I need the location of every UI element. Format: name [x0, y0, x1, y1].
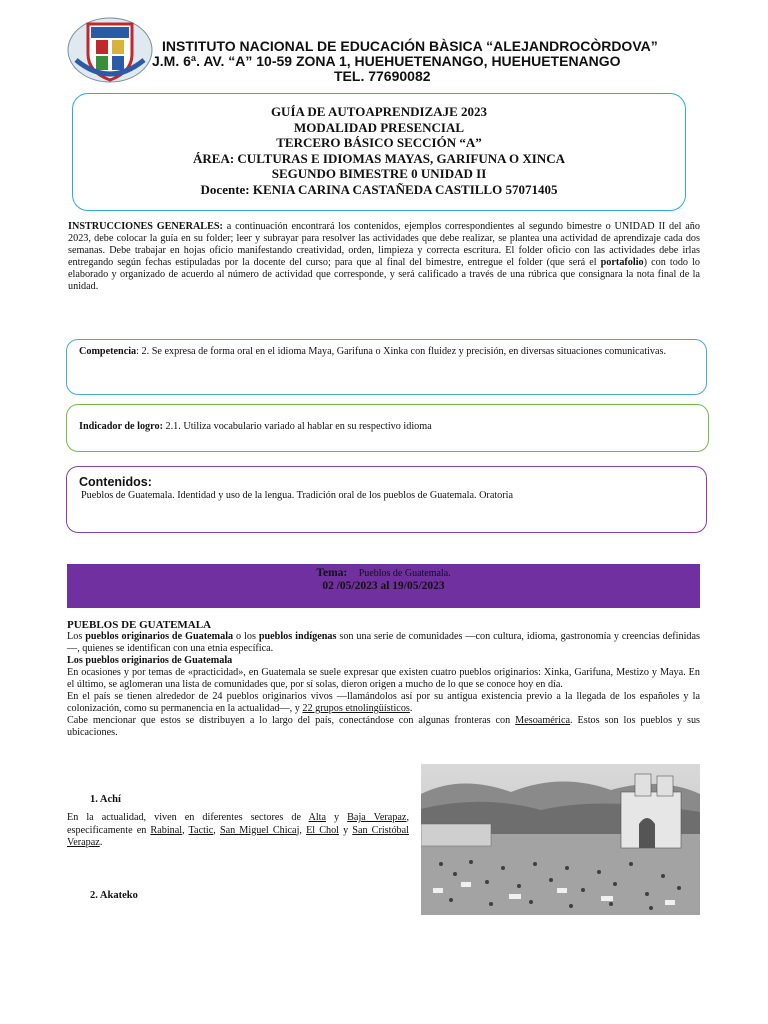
link-el-chol[interactable]: El Chol: [306, 824, 340, 836]
indicador-label: Indicador de logro:: [79, 421, 163, 432]
article-paragraph-2: En ocasiones y por temas de «practicidad», en Guatemala se suele expresar que existen cuatro pueblos originarios: Xinka, Garifuna, Mestizo y Maya. En el último, se aglomeran una lista de comunidades que, por sí solas, dieron origen a mucho de lo que se conoce hoy en día.: [67, 667, 700, 690]
contenidos-text: Pueblos de Guatemala. Identidad y uso de la lengua. Tradición oral de los pueblos de Guatemala. Oratoria: [81, 490, 514, 501]
guide-line-3: TERCERO BÁSICO SECCIÓN “A”: [276, 135, 482, 150]
instructions-label: INSTRUCCIONES GENERALES:: [68, 221, 223, 232]
tema-value: Pueblos de Guatemala.: [358, 568, 451, 579]
general-instructions: [68, 221, 700, 293]
article-paragraph-1: Los pueblos originarios de Guatemala o los pueblos indígenas son una serie de comunidades —con cultura, idioma, gastronomía y creencias definidas—, quienes se identifican con una etnia específica.: [67, 631, 700, 654]
link-grupos-etnolinguisticos[interactable]: 22 grupos etnolingüísticos: [302, 703, 410, 714]
guide-line-2: MODALIDAD PRESENCIAL: [293, 119, 465, 135]
competencia-label: Competencia: [79, 346, 137, 357]
town-plaza-photo: [421, 764, 700, 915]
article-subheading: Los pueblos originarios de Guatemala: [67, 655, 233, 666]
guide-title-box: [72, 93, 686, 211]
competencia-box: [66, 339, 707, 395]
guide-line-5: SEGUNDO BIMESTRE 0 UNIDAD II: [271, 166, 487, 181]
section-achi-heading: 1. Achí: [90, 794, 121, 805]
link-san-miguel-chicaj[interactable]: San Miguel Chicaj: [219, 824, 300, 836]
indicador-box: [66, 404, 709, 452]
article-heading: PUEBLOS DE GUATEMALA: [67, 619, 212, 631]
instructions-text-1: a continuación encontrará los contenidos, ejemplos correspondientes al segundo bimestre o UNIDAD II del año 2023, debe colocar la guía en su folder; leer y subrayar para resolver las actividades que debe realizar, se plantea una actividad de aprendizaje cada dos semanas. Debe trabajar en hojas oficio manifestando creatividad, orden, limpieza y correcta escritura. El folder oficio con las actividades debe irlas entregando según fechas estipuladas por la docente del curso; para que al final del bimestre, entregue el folder (que será el: [68, 221, 700, 268]
article-paragraph-4: Cabe mencionar que estos se distribuyen a lo largo del país, conectándose con algunas fronteras con Mesoamérica. Estos son los pueblos y sus ubicaciones.: [67, 715, 700, 738]
guide-line-6: Docente: KENIA CARINA CASTAÑEDA CASTILLO 57071405: [200, 181, 558, 197]
link-baja-verapaz[interactable]: Baja Verapaz: [347, 812, 407, 823]
link-san-cristobal-verapaz[interactable]: San Cristóbal Verapaz: [67, 824, 410, 848]
instructions-portafolio: portafolio: [600, 257, 644, 268]
section-achi-text: En la actualidad, viven en diferentes sectores de Alta y Baja Verapaz, especificamente en Rabinal, Tactic, San Miguel Chicaj, El Chol y San Cristóbal Verapaz.: [67, 812, 410, 848]
tema-banner: [67, 564, 700, 608]
contenidos-box: [66, 466, 707, 533]
indicador-text: 2.1. Utiliza vocabulario variado al hablar en su respectivo idioma: [162, 421, 432, 432]
institution-phone: TEL. 77690082: [334, 68, 431, 84]
school-crest-logo: [66, 14, 154, 84]
tema-label: Tema:: [316, 567, 348, 579]
article-body: [67, 619, 700, 739]
link-alta[interactable]: Alta: [308, 812, 327, 823]
link-mesoamerica[interactable]: Mesoamérica: [515, 715, 571, 726]
institution-name: INSTITUTO NACIONAL DE EDUCACIÓN BÀSICA “ALEJANDROCÒRDOVA”: [162, 38, 658, 54]
guide-line-1: GUÍA DE AUTOAPRENDIZAJE 2023: [270, 104, 488, 119]
instructions-text-2: ) con todo lo elaborado y organizado de acuerdo al número de actividad que corresponde, y será calificado a través de una rúbrica que consignara la nota final de la unidad.: [68, 257, 700, 292]
tema-dates: 02 /05/2023 al 19/05/2023: [322, 580, 445, 592]
article-paragraph-3: En el país se tienen alrededor de 24 pueblos originarios vivos —llamándolos así por su antigua existencia previo a la llegada de los españoles y la colonización, como su permanencia en la actualidad—, y 22 grupos etnolingüísticos.: [67, 691, 700, 714]
competencia-text: : 2. Se expresa de forma oral en el idioma Maya, Garifuna o Xinka con fluidez y precisión, en diversas situaciones comunicativas.: [136, 346, 667, 357]
guide-line-4: ÁREA: CULTURAS E IDIOMAS MAYAS, GARIFUNA O XINCA: [193, 150, 565, 166]
institution-address: J.M. 6ª. AV. “A” 10-59 ZONA 1, HUEHUETENANGO, HUEHUETENANGO: [152, 53, 621, 69]
link-tactic[interactable]: Tactic: [188, 824, 214, 836]
contenidos-title: Contenidos:: [79, 475, 152, 489]
section-akateko-heading: 2. Akateko: [90, 890, 138, 901]
link-rabinal[interactable]: Rabinal: [150, 824, 183, 836]
